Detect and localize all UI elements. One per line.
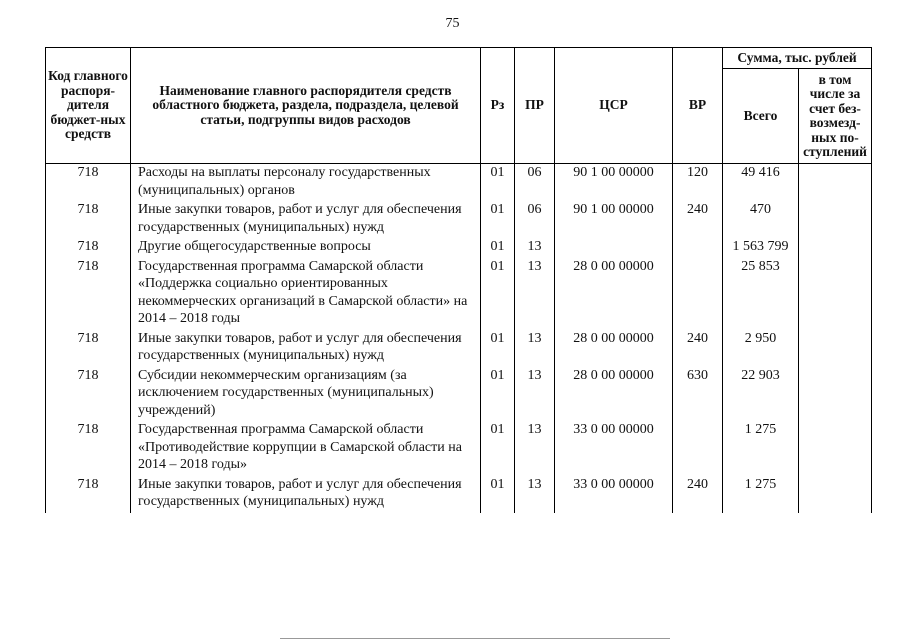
budget-table (45, 47, 872, 513)
header-rz: Рз (481, 48, 515, 164)
header-pr: ПР (515, 48, 555, 164)
cell-code: 718 (46, 258, 131, 330)
header-vr: ВР (673, 48, 723, 164)
cell-name: Государственная программа Самарской области «Поддержка социально ориентированных некоммерческих организаций в Самарской области» на 2014 – 2018 годы (131, 258, 481, 330)
cell-vr (673, 238, 723, 258)
cell-csr: 28 0 00 00000 (555, 367, 673, 422)
cell-total: 470 (723, 201, 799, 238)
cell-code: 718 (46, 164, 131, 202)
cell-total: 1 275 (723, 421, 799, 476)
cell-name: Субсидии некоммерческим организациям (за исключением государственных (муниципальных) учреждений) (131, 367, 481, 422)
cell-total: 1 563 799 (723, 238, 799, 258)
cell-code: 718 (46, 330, 131, 367)
cell-name: Другие общегосударственные вопросы (131, 238, 481, 258)
table-row (46, 238, 872, 258)
cell-vr: 120 (673, 164, 723, 202)
cell-rz: 01 (481, 421, 515, 476)
cell-code: 718 (46, 201, 131, 238)
cell-rz: 01 (481, 201, 515, 238)
cell-rz: 01 (481, 367, 515, 422)
cell-pr: 13 (515, 238, 555, 258)
header-code: Код главного распоря-дителя бюджет-ных средств (46, 48, 131, 164)
cell-vr: 630 (673, 367, 723, 422)
cell-total: 49 416 (723, 164, 799, 202)
table-header (46, 48, 872, 164)
cell-vr: 240 (673, 201, 723, 238)
cell-pr: 06 (515, 164, 555, 202)
table-row (46, 258, 872, 330)
cell-code: 718 (46, 367, 131, 422)
cell-rz: 01 (481, 330, 515, 367)
cell-total: 1 275 (723, 476, 799, 513)
cell-csr: 90 1 00 00000 (555, 164, 673, 202)
cell-free (799, 330, 872, 367)
cell-free (799, 201, 872, 238)
cell-code: 718 (46, 476, 131, 513)
cell-free (799, 367, 872, 422)
cell-name: Иные закупки товаров, работ и услуг для обеспечения государственных (муниципальных) нужд (131, 201, 481, 238)
table-row (46, 330, 872, 367)
footer-divider (280, 638, 670, 639)
header-total: Всего (723, 69, 799, 164)
table-row (46, 476, 872, 513)
cell-name: Государственная программа Самарской области «Противодействие коррупции в Самарской области на 2014 – 2018 годы» (131, 421, 481, 476)
cell-csr: 28 0 00 00000 (555, 258, 673, 330)
cell-pr: 06 (515, 201, 555, 238)
cell-rz: 01 (481, 258, 515, 330)
cell-free (799, 238, 872, 258)
cell-free (799, 421, 872, 476)
cell-free (799, 164, 872, 202)
cell-pr: 13 (515, 258, 555, 330)
page-number: 75 (445, 16, 460, 31)
cell-free (799, 476, 872, 513)
cell-csr (555, 238, 673, 258)
table-row (46, 164, 872, 202)
cell-rz: 01 (481, 238, 515, 258)
cell-code: 718 (46, 421, 131, 476)
cell-name: Расходы на выплаты персоналу государственных (муниципальных) органов (131, 164, 481, 202)
cell-pr: 13 (515, 421, 555, 476)
cell-rz: 01 (481, 164, 515, 202)
cell-rz: 01 (481, 476, 515, 513)
cell-name: Иные закупки товаров, работ и услуг для обеспечения государственных (муниципальных) нужд (131, 330, 481, 367)
cell-name: Иные закупки товаров, работ и услуг для обеспечения государственных (муниципальных) нужд (131, 476, 481, 513)
header-name: Наименование главного распорядителя средств областного бюджета, раздела, подраздела, целевой статьи, подгруппы видов расходов (131, 48, 481, 164)
table-row (46, 421, 872, 476)
cell-total: 2 950 (723, 330, 799, 367)
cell-csr: 28 0 00 00000 (555, 330, 673, 367)
header-free: в том числе за счет без-возмезд-ных по-ступлений (799, 69, 872, 164)
cell-csr: 33 0 00 00000 (555, 476, 673, 513)
cell-code: 718 (46, 238, 131, 258)
table-body (46, 164, 872, 513)
cell-csr: 90 1 00 00000 (555, 201, 673, 238)
cell-total: 22 903 (723, 367, 799, 422)
cell-vr (673, 258, 723, 330)
header-sum: Сумма, тыс. рублей (723, 48, 872, 69)
cell-vr (673, 421, 723, 476)
cell-vr: 240 (673, 476, 723, 513)
cell-pr: 13 (515, 476, 555, 513)
cell-pr: 13 (515, 330, 555, 367)
table-row (46, 367, 872, 422)
cell-csr: 33 0 00 00000 (555, 421, 673, 476)
cell-vr: 240 (673, 330, 723, 367)
cell-free (799, 258, 872, 330)
header-csr: ЦСР (555, 48, 673, 164)
cell-pr: 13 (515, 367, 555, 422)
cell-total: 25 853 (723, 258, 799, 330)
table-row (46, 201, 872, 238)
